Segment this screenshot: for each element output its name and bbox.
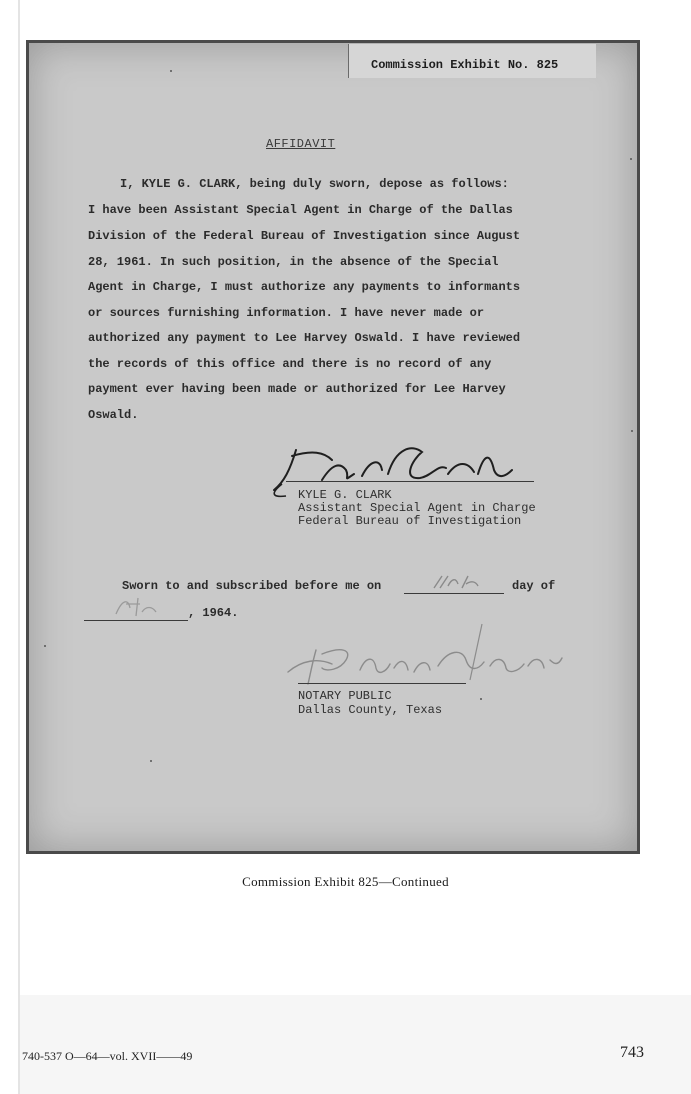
notary-county: Dallas County, Texas — [298, 703, 443, 717]
exhibit-label: Commission Exhibit No. 825 — [371, 58, 559, 72]
affidavit-line: I, KYLE G. CLARK, being duly sworn, depose as follows: — [120, 177, 509, 191]
year-label: , 1964. — [188, 606, 239, 620]
exhibit-caption: Commission Exhibit 825—Continued — [242, 874, 449, 889]
notary-signature — [282, 620, 572, 690]
exhibit-label-box — [348, 44, 596, 78]
sworn-statement: Sworn to and subscribed before me on — [122, 579, 382, 593]
day-of-label: day of — [512, 579, 556, 593]
page-edge — [18, 0, 20, 1094]
affidavit-line: payment ever having been made or authorized for Lee Harvey — [88, 382, 506, 396]
scan-speck — [150, 760, 152, 762]
page-number: 743 — [620, 1044, 644, 1061]
scan-speck — [631, 430, 633, 432]
affidavit-line: Agent in Charge, I must authorize any payments to informants — [88, 280, 521, 294]
affidavit-title: AFFIDAVIT — [266, 137, 336, 151]
scan-speck — [480, 698, 482, 700]
affiant-agency: Federal Bureau of Investigation — [298, 514, 522, 528]
affidavit-line: I have been Assistant Special Agent in Charge of the Dallas — [88, 203, 513, 217]
affidavit-line: authorized any payment to Lee Harvey Oswald. I have reviewed — [88, 331, 521, 345]
handwritten-month — [112, 594, 158, 624]
signature-line — [286, 481, 534, 482]
scan-speck — [170, 70, 172, 72]
affiant-title: Assistant Special Agent in Charge — [298, 501, 536, 515]
affidavit-line: the records of this office and there is no record of any — [88, 357, 492, 371]
scan-speck — [44, 645, 46, 647]
notary-signature-line — [298, 683, 466, 684]
handwritten-day — [432, 572, 480, 596]
affidavit-line: Division of the Federal Bureau of Investigation since August — [88, 229, 521, 243]
scan-speck — [630, 158, 632, 160]
page-bottom-margin — [20, 995, 691, 1094]
affidavit-line: 28, 1961. In such position, in the absence of the Special — [88, 255, 499, 269]
affidavit-line: or sources furnishing information. I have never made or — [88, 306, 485, 320]
notary-title: NOTARY PUBLIC — [298, 689, 392, 703]
affiant-name: KYLE G. CLARK — [298, 488, 392, 502]
affidavit-line: Oswald. — [88, 408, 139, 422]
print-code: 740-537 O—64—vol. XVII——49 — [22, 1049, 193, 1063]
